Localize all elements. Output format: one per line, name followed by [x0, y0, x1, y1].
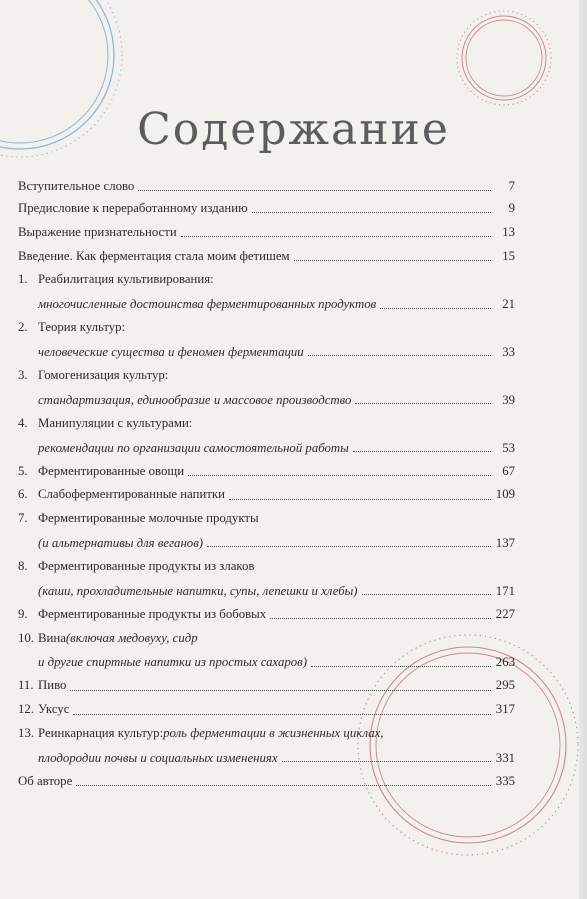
toc-entry [18, 268, 515, 316]
page-number: 171 [495, 583, 515, 598]
chapter-number: 6. [18, 487, 28, 502]
dot-leader [355, 403, 491, 404]
chapter-number: 9. [18, 606, 28, 621]
dot-leader [353, 451, 491, 452]
dot-leader [282, 761, 492, 762]
toc-entry [18, 221, 515, 245]
toc-line [18, 412, 515, 436]
toc-entry [18, 555, 515, 603]
dot-leader [70, 690, 491, 691]
toc-line [18, 674, 515, 698]
entry-title: Выражение признательности [18, 224, 177, 239]
dot-leader [270, 618, 491, 619]
toc-line [18, 460, 515, 484]
toc-line [18, 579, 515, 603]
toc-entry [18, 460, 515, 484]
toc-entry [18, 483, 515, 507]
toc-entry [18, 698, 515, 722]
page-number: 317 [495, 702, 515, 717]
page-title: Содержание [137, 104, 450, 155]
page-number: 9 [508, 201, 515, 215]
entry-title: Ферментированные продукты из бобовых [38, 606, 267, 621]
toc-entry [18, 603, 515, 627]
page-number: 227 [495, 606, 515, 621]
entry-subtitle: многочисленные достоинства ферментированных продуктов [38, 297, 377, 312]
entry-title: Слабоферментированные напитки [38, 487, 225, 502]
toc-line [18, 531, 515, 555]
chapter-number: 13. [18, 725, 34, 740]
page-number: 7 [508, 179, 515, 193]
toc-line [18, 555, 515, 579]
toc-line [18, 364, 515, 388]
entry-title: Вступительное слово [18, 179, 135, 193]
chapter-number: 12. [18, 702, 34, 717]
page-number: 335 [495, 773, 515, 788]
toc-line [18, 603, 515, 627]
dot-leader [380, 308, 491, 309]
chapter-number: 1. [18, 272, 28, 287]
entry-title: Реабилитация культивирования: [38, 272, 214, 287]
toc-line [18, 268, 515, 292]
chapter-number: 2. [18, 320, 28, 335]
entry-title-italic: (включая медовуху, сидр [65, 630, 198, 645]
page-number: 21 [502, 297, 515, 312]
toc-line [18, 176, 515, 197]
toc-line [18, 746, 515, 770]
chapter-number: 11. [18, 678, 34, 693]
toc-line [18, 650, 515, 674]
toc-line [18, 483, 515, 507]
entry-subtitle: и другие спиртные напитки из простых сахаров) [38, 655, 307, 670]
toc-entry [18, 197, 515, 221]
page-number: 109 [495, 487, 515, 502]
entry-title: Теория культур: [38, 320, 126, 335]
chapter-number: 3. [18, 367, 28, 382]
toc-line [18, 698, 515, 722]
dot-leader [138, 190, 491, 191]
toc-line [18, 292, 515, 316]
entry-title: Предисловие к переработанному изданию [18, 201, 248, 215]
entry-title: Пиво [38, 678, 67, 693]
dot-leader [252, 212, 491, 213]
entry-subtitle: рекомендации по организации самостоятельной работы [38, 440, 349, 455]
toc-line [18, 221, 515, 245]
toc-entry [18, 507, 515, 555]
entry-title: Ферментированные овощи [38, 463, 185, 478]
toc-entry [18, 364, 515, 412]
toc-entry [18, 770, 515, 794]
entry-subtitle: (и альтернативы для веганов) [38, 535, 204, 550]
toc-line [18, 770, 515, 794]
dot-leader [188, 475, 491, 476]
entry-title: Гомогенизация культур: [38, 367, 169, 382]
toc-line [18, 197, 515, 221]
toc-line [18, 722, 515, 746]
chapter-number: 7. [18, 511, 28, 526]
chapter-number: 8. [18, 558, 28, 573]
toc-entry [18, 316, 515, 364]
dot-leader [73, 714, 491, 715]
entry-title-italic: роль ферментации в жизненных циклах, [163, 725, 384, 740]
entry-subtitle: человеческие существа и феномен ферментации [38, 344, 304, 359]
page-number: 331 [495, 750, 515, 765]
entry-title: Реинкарнация культур: [38, 725, 164, 740]
toc-line [18, 436, 515, 460]
toc-line [18, 388, 515, 412]
entry-title: Ферментированные молочные продукты [38, 511, 259, 526]
toc-entry [18, 176, 515, 197]
dot-leader [76, 785, 491, 786]
toc-entry [18, 627, 515, 675]
toc-line [18, 245, 515, 269]
dot-leader [207, 546, 491, 547]
toc-entry [18, 674, 515, 698]
entry-title: Ферментированные продукты из злаков [38, 558, 255, 573]
entry-title: Введение. Как ферментация стала моим фетишем [18, 248, 290, 263]
toc-entry [18, 245, 515, 269]
toc-line [18, 340, 515, 364]
entry-subtitle: плодородии почвы и социальных изменениях [38, 750, 278, 765]
dot-leader [308, 355, 491, 356]
page-number: 39 [502, 392, 515, 407]
toc-entry [18, 412, 515, 460]
dot-leader [181, 236, 491, 237]
toc-line [18, 316, 515, 340]
entry-subtitle: стандартизация, единообразие и массовое производство [38, 392, 352, 407]
chapter-number: 4. [18, 415, 28, 430]
toc-line [18, 507, 515, 531]
page-number: 295 [495, 678, 515, 693]
table-of-contents [18, 176, 515, 794]
entry-subtitle: (каши, прохладительные напитки, супы, лепешки и хлебы) [38, 583, 358, 598]
dot-leader [362, 594, 491, 595]
page-number: 15 [502, 248, 515, 263]
toc-entry [18, 722, 515, 770]
page-number: 137 [495, 535, 515, 550]
entry-title: Уксус [38, 702, 70, 717]
page-number: 13 [502, 224, 515, 239]
page-number: 33 [502, 344, 515, 359]
entry-title: Манипуляции с культурами: [38, 415, 193, 430]
page-number: 67 [502, 463, 515, 478]
toc-line [18, 627, 515, 651]
dot-leader [294, 260, 491, 261]
dot-leader [311, 666, 491, 667]
page-number: 53 [502, 440, 515, 455]
chapter-number: 10. [18, 630, 34, 645]
page-number: 263 [495, 655, 515, 670]
dot-leader [229, 499, 491, 500]
chapter-number: 5. [18, 463, 28, 478]
entry-title: Об авторе [18, 773, 73, 788]
entry-title: Вина [38, 630, 66, 645]
